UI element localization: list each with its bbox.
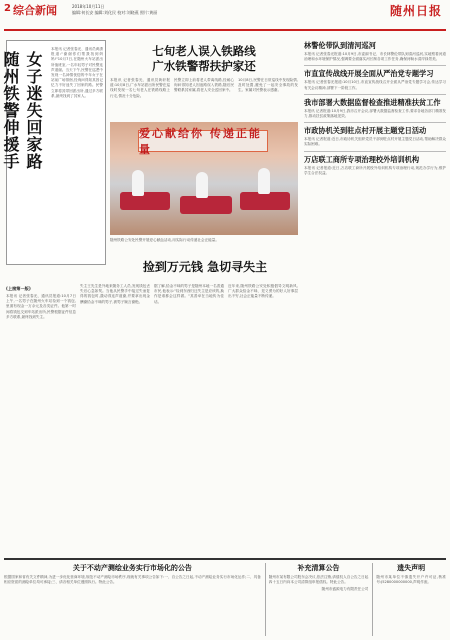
story-2-title: 市直宣传战线开展全面从严治党专题学习 — [304, 69, 434, 79]
main-col-2: 民警立即上前将老人带离线路,经耐心询问得知老人因迷路误入铁路,随后民警联系其家属,将老人安全送回家中。 — [174, 78, 234, 93]
lower-text-2: 失主王先生是外地来随务工人员,发现钱包丢失后心急如焚。当他从民警手中接过失而复得的钱包时,激动得连声道谢,并要拿出现金酬谢拾金不昧的男子,被男子婉言谢绝。 — [80, 284, 150, 304]
notice-liquidation — [265, 563, 369, 636]
notice-market-survey — [4, 563, 261, 636]
photo-caption: 随州铁路公安处民警开展爱心献血活动,用实际行动传递社会正能量。 — [110, 238, 219, 242]
blood-donation-photo — [110, 122, 298, 235]
lower-article — [6, 284, 298, 554]
lower-col-2 — [80, 284, 150, 554]
divider — [304, 94, 446, 95]
person-shape — [258, 168, 270, 194]
left-story — [1, 40, 106, 265]
headline-col-2: 随州铁警伸援手 — [1, 51, 20, 170]
notice-1-body: 根据国家和省有关文件精神,为进一步优化营商环境,规范不动产测绘市场秩序,现就有关事项公告如下:一、自公告之日起,不动产测绘业务实行市场化运作;二、具备相应资质的测绘单位均可承接;三、请各相关单位遵照执行。特此公告。 — [4, 575, 261, 585]
divider — [304, 151, 446, 152]
headline-col-1: 女子迷失回家路 — [24, 51, 43, 170]
notice-3-title: 遗失声明 — [397, 564, 426, 572]
lower-col-1 — [6, 284, 76, 554]
story-4-title: 市政协机关到驻点村开展主题党日活动 — [304, 126, 427, 136]
header-meta — [72, 4, 157, 16]
story-2-body: 本报讯 记者张春光报道:10月10日,市直宣传战线召开全面从严治党专题学习会,传达学习有关会议精神,部署下一阶段工作。 — [304, 80, 446, 90]
chair-shape — [120, 192, 170, 210]
notice-1-title: 关于不动产测绘业务实行市场化的公告 — [72, 564, 192, 572]
story-4-body: 本报讯 记者报道:近日,市政协机关组织党员干部到驻点村开展主题党日活动,帮助解决群众实际困难。 — [304, 137, 446, 147]
header-editors: 编辑:何长安 编辑:刘化民 校对:刘晓燕 照片:黄丽 — [72, 10, 158, 15]
bottom-notices — [4, 558, 446, 636]
section-title: 综合新闻 — [13, 4, 57, 17]
newspaper-brand: 随州日报 — [389, 4, 442, 18]
left-story-body: 本报讯 记者张春光、通讯员黄潇报道:"谢谢你们帮我找到妈妈!"10月7日,在随州火车站派出所值班室,一名年轻男子对民警连声道谢。当天下午,民警在巡逻中发现一名神情恍惚的中年女子在站前广场徘徊,经询问得知其因记忆力不好迷失了回家的路。民警立即将其带回派出所,通过多方联系,最终找到了其家人。 — [51, 47, 103, 98]
header-rule — [4, 29, 446, 31]
lower-text-3: 据了解,拾金不昧的男子是随州本地一名普通市民,他表示:"捡到东西归还失主是应该的,换作是谁都会这样做。"其善举在当地传为佳话。 — [154, 284, 224, 304]
main-title-line-1: 七旬老人误入铁路线 — [152, 44, 256, 58]
notice-3-body: 随州市某单位不慎遗失开户许可证,核准号:J5280000000000,声明作废。 — [376, 575, 446, 585]
main-col-3: 10月8日,民警在日常巡线中发现险情,及时处置,避免了一起安全事故的发生。家属对民警表示感谢。 — [238, 78, 298, 93]
vertical-headline — [1, 51, 45, 251]
notice-2-sign: 随州市盛源电力有限责任公司 — [321, 587, 369, 592]
notice-lost — [372, 563, 446, 636]
main-title-line-2: 广水铁警帮扶护家还 — [152, 59, 256, 73]
story-1-body: 本报讯 记者张春光报道:10月9日,市委副书记、市长林警伦带队到清河巡河,实地察看河道治理和水环境保护情况,强调要全面落实河长制各项工作任务,确保河畅水清岸绿景美。 — [304, 52, 446, 62]
page-number: 2 — [4, 3, 11, 14]
notice-2-body: 随州市某有限公司股东会决议,依法注销,请债权人自公告之日起四十五日内向本公司清算组申报债权。特此公告。 — [268, 575, 369, 585]
story-3-body: 本报讯 记者报道:10月9日,我市召开会议,部署大数据监督检查工作,要求各地各部门精准发力,推动扶贫政策落地见效。 — [304, 108, 447, 119]
chair-shape — [180, 196, 232, 214]
chair-shape — [240, 192, 290, 210]
person-shape — [196, 172, 208, 198]
main-story — [110, 40, 298, 99]
photo-banner — [138, 127, 268, 156]
divider — [304, 65, 446, 66]
header-date: 2018年10月11日 — [72, 4, 105, 9]
mid-headline: 捡到万元钱 急切寻失主 — [142, 260, 268, 274]
right-column — [304, 38, 446, 176]
lower-text-4: 近年来,随州铁路公安处积极倡导文明新风,广大群众拾金不昧、见义勇为的好人好事层出不穷,社会正能量不断传递。 — [228, 284, 298, 299]
notice-2-title: 补充清算公告 — [297, 564, 340, 572]
lower-col-4 — [228, 284, 298, 554]
story-3-title: 我市部署大数据监督检查推进精准扶贫工作 — [304, 97, 441, 107]
photo-banner-text: 爱心献给你 传递正能量 — [139, 127, 262, 156]
story-1-title: 林警伦带队到清河巡河 — [304, 41, 376, 50]
story-1-body-wrap — [304, 52, 446, 62]
person-shape — [132, 170, 144, 196]
lower-text-1: 本报讯 记者张春光、通讯员报道:10月7日上午,一名男子在随州火车站捡到一个钱包,里面有现金一万余元及各类证件。他第一时间将钱包交到车站派出所,民警根据证件信息多方联系,最终找到失主。 — [6, 294, 76, 319]
page-header — [0, 0, 450, 30]
story-5-body: 本报讯 记者报道:近日,万店联工商所开展校外培训机构专项治理行动,规范办学行为,维护学生合法权益。 — [304, 165, 446, 175]
main-col-1: 本报讯 记者张春光、通讯员黄轩报道:10月8日,广水车站派出所民警在巡线时发现一名七旬老人在铁路线路上行走,情况十分危险。 — [110, 78, 170, 98]
main-story-columns — [110, 78, 298, 99]
continued-note: (上接第一版) — [6, 286, 31, 291]
lower-col-3 — [154, 284, 224, 554]
divider — [304, 122, 446, 123]
story-5-title: 万店联工商所专项治理校外培训机构 — [304, 154, 420, 164]
notice-1-cols — [4, 575, 261, 585]
